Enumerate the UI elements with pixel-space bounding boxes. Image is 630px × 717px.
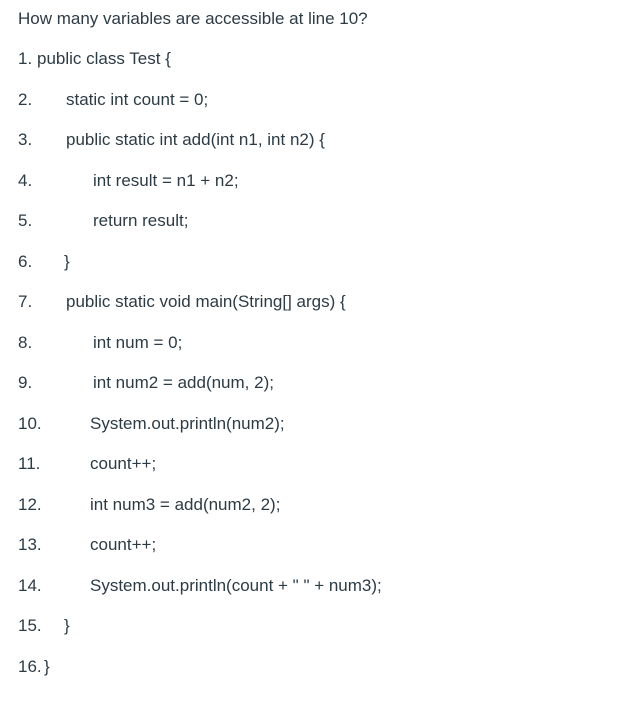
line-number: 12.	[18, 495, 42, 514]
line-number: 7.	[18, 292, 33, 311]
line-number: 1.	[18, 49, 33, 68]
line-code: int num = 0;	[93, 333, 183, 352]
line-code: }	[44, 657, 50, 676]
line-number: 4.	[18, 171, 33, 190]
line-code: static int count = 0;	[66, 90, 209, 109]
line-number: 9.	[18, 373, 33, 392]
line-code: int num3 = add(num2, 2);	[90, 495, 281, 514]
line-code: }	[64, 252, 70, 271]
line-code: public static int add(int n1, int n2) {	[66, 130, 325, 149]
line-code: return result;	[93, 211, 189, 230]
line-number: 13.	[18, 535, 42, 554]
line-code: public class Test {	[37, 49, 171, 68]
line-code: }	[64, 616, 70, 635]
question-text: How many variables are accessible at line 10?	[18, 9, 368, 28]
line-code: int result = n1 + n2;	[93, 171, 239, 190]
line-code: count++;	[90, 454, 157, 473]
line-code: System.out.println(num2);	[90, 414, 285, 433]
line-number: 11.	[18, 454, 41, 473]
line-number: 6.	[18, 252, 33, 271]
line-code: System.out.println(count + " " + num3);	[90, 576, 382, 595]
line-number: 8.	[18, 333, 33, 352]
line-number: 16.	[18, 657, 42, 676]
line-number: 5.	[18, 211, 33, 230]
line-code: count++;	[90, 535, 157, 554]
line-number: 14.	[18, 576, 42, 595]
line-number: 10.	[18, 414, 42, 433]
line-code: int num2 = add(num, 2);	[93, 373, 274, 392]
line-number: 15.	[18, 616, 42, 635]
line-code: public static void main(String[] args) {	[66, 292, 346, 311]
line-number: 3.	[18, 130, 33, 149]
line-number: 2.	[18, 90, 33, 109]
